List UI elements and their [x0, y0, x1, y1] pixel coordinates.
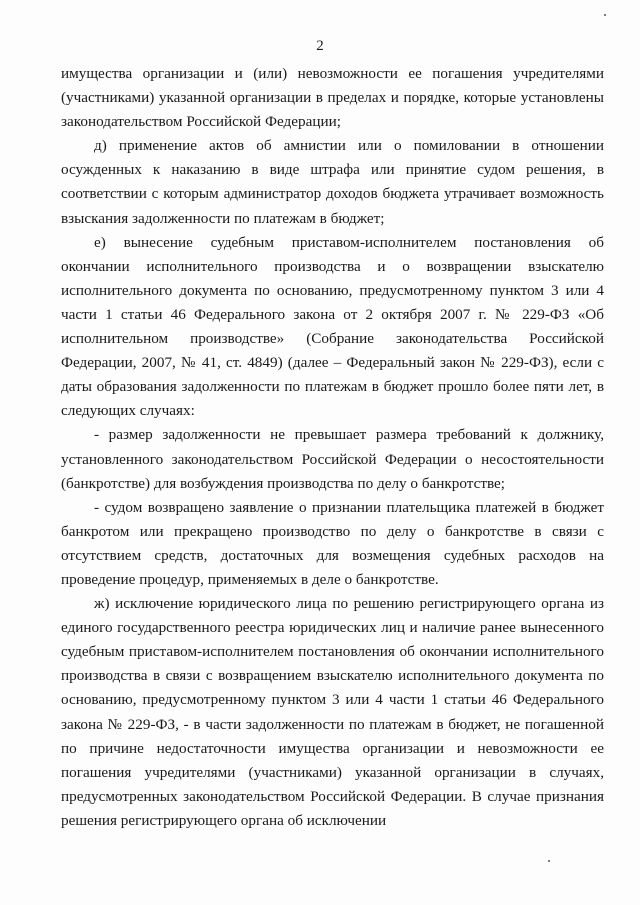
paragraph-dash-2: - судом возвращено заявление о признании плательщика платежей в бюджет банкротом или прекращено производство по делу о банкротстве в связи с отсутствием средств, достаточных для возмещения судебных расходов на проведение процедур, применяемых в деле о банкротстве. [61, 498, 604, 588]
scan-speck [548, 860, 550, 862]
paragraph-dash-1: - размер задолженности не превышает размера требований к должнику, установленного законодательством Российской Федерации о несостоятельности (банкротстве) для возбуждения производства по делу о банкротстве; [61, 426, 604, 492]
document-body [61, 62, 604, 833]
paragraph-item-zh: ж) исключение юридического лица по решению регистрирующего органа из единого государственного реестра юридических лиц и наличие ранее вынесенного судебным приставом-исполнителем постановления об окончании исполнительного производства в связи с возвращением взыскателю исполнительного документа по основанию, предусмотренному пунктом 3 или 4 части 1 статьи 46 Федерального закона № 229-ФЗ, - в части задолженности по платежам в бюджет, не погашенной по причине недостаточности имущества организации и невозможности ее погашения учредителями (участниками) указанной организации в случаях, предусмотренных законодательством Российской Федерации. В случае признания решения регистрирующего органа об исключении [61, 595, 604, 829]
paragraph-item-e: е) вынесение судебным приставом-исполнителем постановления об окончании исполнительного производства и о возвращении взыскателю исполнительного документа по основанию, предусмотренному пунктом 3 или 4 части 1 статьи 46 Федерального закона от 2 октября 2007 г. № 229-ФЗ «Об исполнительном производстве» (Собрание законодательства Российской Федерации, 2007, № 41, ст. 4849) (далее – Федеральный закон № 229-ФЗ), если с даты образования задолженности по платежам в бюджет прошло более пяти лет, в следующих случаях: [61, 233, 604, 420]
page-number: 2 [316, 38, 324, 54]
scan-speck [604, 14, 606, 16]
paragraph-item-d: д) применение актов об амнистии или о помиловании в отношении осужденных к наказанию в виде штрафа или принятие судом решения, в соответствии с которым администратор доходов бюджета утрачивает возможность взыскания задолженности по платежам в бюджет; [61, 137, 604, 227]
paragraph-continuation: имущества организации и (или) невозможности ее погашения учредителями (участниками) указанной организации в пределах и порядке, которые установлены законодательством Российской Федерации; [61, 65, 604, 131]
